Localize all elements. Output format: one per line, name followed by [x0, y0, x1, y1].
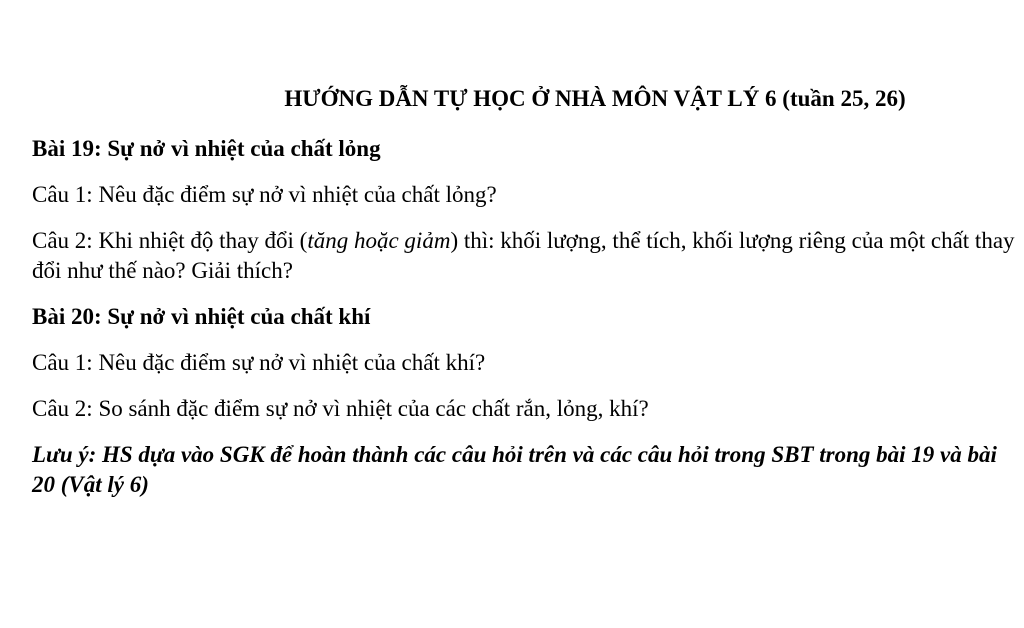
question-1-bai-19: Câu 1: Nêu đặc điểm sự nở vì nhiệt của chất lỏng?: [32, 182, 497, 207]
study-note: Lưu ý: HS dựa vào SGK để hoàn thành các câu hỏi trên và các câu hỏi trong SBT trong bài 19 và bài 20 (Vật lý 6): [32, 442, 997, 497]
question-1-bai-20: Câu 1: Nêu đặc điểm sự nở vì nhiệt của chất khí?: [32, 350, 486, 375]
question-2-bai-19: [32, 226, 1018, 286]
document-title-text: HƯỚNG DẪN TỰ HỌC Ở NHÀ MÔN VẬT LÝ 6 (tuần 25, 26): [284, 86, 906, 111]
question-2-text-start: Câu 2: Khi nhiệt độ thay đổi (: [32, 228, 308, 253]
document-title: [32, 84, 1018, 114]
question-2-bai-20: Câu 2: So sánh đặc điểm sự nở vì nhiệt của các chất rắn, lỏng, khí?: [32, 396, 649, 421]
section-heading-bai-20: Bài 20: Sự nở vì nhiệt của chất khí: [32, 304, 371, 329]
section-heading-bai-19: Bài 19: Sự nở vì nhiệt của chất lỏng: [32, 136, 381, 161]
question-2-italic-text: tăng hoặc giảm: [307, 228, 451, 253]
question-2-text-end: ) thì: khối lượng, thể tích, khối lượng riêng của một chất thay đổi như thế nào? Giải thích?: [32, 228, 1015, 283]
